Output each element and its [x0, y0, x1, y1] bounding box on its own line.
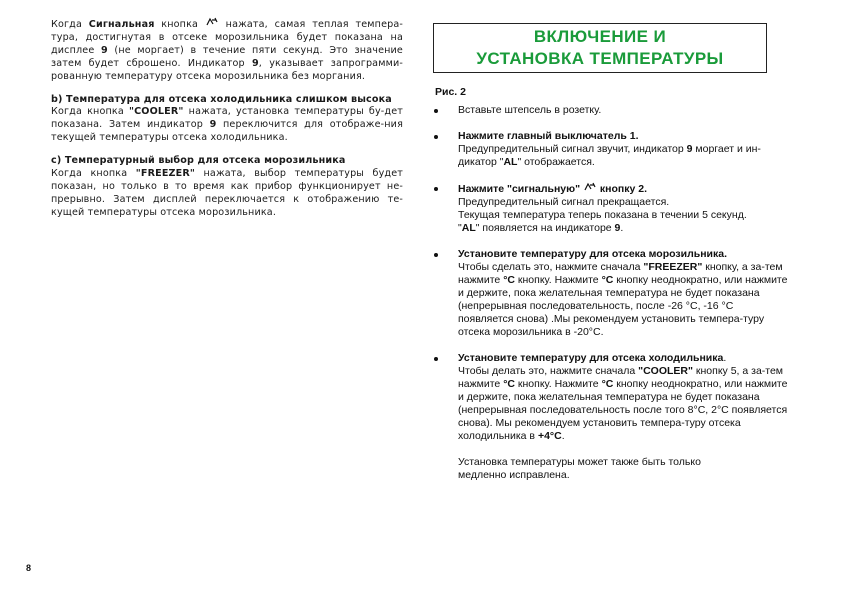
step-item: Нажмите "сигнальную" кнопку 2. Предупредительный сигнал прекращается. Текущая температура теперь показана в течении 5 секунд. "AL" появляется на индикаторе 9.: [434, 182, 789, 235]
step-heading: Установите температуру для отсека морозильника.: [458, 248, 728, 260]
section-b-paragraph: b) Температура для отсека холодильника слишком высока Когда кнопка "COOLER" нажата, установка температуры бу-дет показана. Затем индикатор 9 переключится для отображе-ния текущей температуры отсека холодильника.: [51, 93, 403, 144]
step-heading: Нажмите "сигнальную" кнопку 2.: [458, 183, 648, 195]
step-item: Вставьте штепсель в розетку.: [434, 104, 789, 117]
bullet-icon: [434, 135, 438, 139]
section-title-box: [433, 23, 767, 73]
section-title-line-2: УСТАНОВКА ТЕМПЕРАТУРЫ: [476, 49, 724, 68]
alarm-icon: [205, 17, 219, 27]
steps-list: [434, 104, 789, 482]
section-b-heading: b) Температура для отсека холодильника слишком высока: [51, 93, 392, 105]
step-item: Установите температуру для отсека холодильника. Чтобы делать это, нажмите сначала "COOLER" кнопку 5, а за-тем нажмите °C кнопку. Нажмите °C кнопку неоднократно, или нажмите и держите, пока желательная температура не будет показана (непрерывная последовательность после того 8°C, 2°C появляется снова). Мы рекомендуем установить темпера-туру отсека холодильника в +4°C.: [434, 352, 789, 443]
step-item: Установите температуру для отсека морозильника. Чтобы сделать это, нажмите сначала "FREEZER" кнопку, а за-тем нажмите °C кнопку. Нажмите °C кнопку неоднократно, или нажмите и держите, пока желательная температура не будет показана (непрерывная последовательность, после -26 °C, -16 °C появляется снова) .Мы рекомендуем установить темпера-туру отсека морозильника в -20°C.: [434, 248, 789, 339]
step-item: Нажмите главный выключатель 1. Предупредительный сигнал звучит, индикатор 9 моргает и ин-дикатор "AL" отображается.: [434, 130, 789, 169]
step-heading: Нажмите главный выключатель 1.: [458, 130, 639, 142]
section-title-line-1: ВКЛЮЧЕНИЕ И: [533, 27, 667, 46]
section-c-heading: c) Температурный выбор для отсека морозильника: [51, 155, 346, 167]
intro-paragraph: Когда Сигнальная кнопка нажата, самая теплая темпера-тура, достигнутая в отсеке морозильника будет показана на дисплее 9 (не моргает) в течение пяти секунд. Это значение затем будет сброшено. Индикатор 9, указывает запрограмми-рованную температуру отсека морозильника без моргания.: [51, 19, 403, 82]
note-paragraph: Установка температуры может также быть только медленно исправлена.: [458, 456, 701, 481]
step-heading: Установите температуру для отсека холодильника: [458, 352, 724, 364]
page-number: 8: [26, 563, 32, 573]
alarm-icon: [583, 182, 597, 192]
bullet-icon: [434, 253, 438, 257]
left-column: [51, 17, 403, 230]
section-c-paragraph: c) Температурный выбор для отсека морозильника Когда кнопка "FREEZER" нажата, выбор температуры будет показан, но только в то время как прибор функционирует не-прерывно. Затем дисплей переключается к отображению те-кущей температуры отсека морозильника.: [51, 155, 403, 218]
bullet-icon: [434, 109, 438, 113]
bullet-icon: [434, 357, 438, 361]
figure-label: Рис. 2: [435, 86, 466, 98]
bullet-icon: [434, 187, 438, 191]
